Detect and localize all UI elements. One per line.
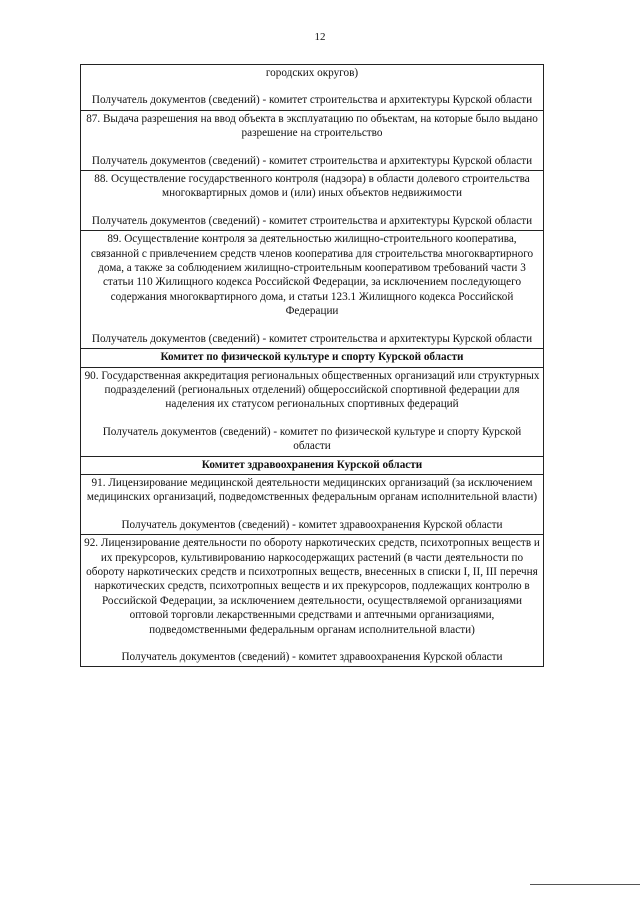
section-header: Комитет по физической культуре и спорту Курской области xyxy=(81,349,544,367)
scan-edge-line xyxy=(530,884,640,885)
recipient-text: Получатель документов (сведений) - комитет здравоохранения Курской области xyxy=(121,518,503,531)
table-cell xyxy=(81,231,544,349)
recipient-text: Получатель документов (сведений) - комитет здравоохранения Курской области xyxy=(121,651,503,663)
service-text: 89. Осуществление контроля за деятельностью жилищно-строительного кооператива, связанной с привлечением средств членов кооператива для строительства многоквартирного дома, а также за соблюдением жилищно-строительным кооперативом требований части 3 статьи 110 Жилищного кодекса Российской Федерации, за исключением последующего содержания многоквартирного дома, и статьи 123.1 Жилищного кодекса Российской Федерации xyxy=(90,233,534,318)
table-row xyxy=(81,349,544,367)
recipient-text: Получатель документов (сведений) - комитет строительства и архитектуры Курской области xyxy=(91,214,533,227)
recipient-text: Получатель документов (сведений) - комитет строительства и архитектуры Курской области xyxy=(91,332,533,345)
recipient-text: Получатель документов (сведений) - комитет строительства и архитектуры Курской области xyxy=(91,154,533,167)
table-cell xyxy=(81,171,544,231)
service-text: 87. Выдача разрешения на ввод объекта в эксплуатацию по объектам, на которые было выдано разрешение на строительство xyxy=(86,112,538,140)
recipient-text: Получатель документов (сведений) - комитет по физической культуре и спорту Курской области xyxy=(102,425,522,453)
table-row xyxy=(81,367,544,456)
table-row xyxy=(81,110,544,170)
table-cell xyxy=(81,110,544,170)
table-cell xyxy=(81,65,544,111)
table-row xyxy=(81,171,544,231)
table-cell xyxy=(81,367,544,456)
recipient-text: Получатель документов (сведений) - комитет строительства и архитектуры Курской области xyxy=(91,94,533,107)
table-cell xyxy=(81,535,544,667)
section-header: Комитет здравоохранения Курской области xyxy=(81,456,544,474)
table-cell xyxy=(81,474,544,534)
table-row xyxy=(81,65,544,111)
service-text: 92. Лицензирование деятельности по обороту наркотических средств, психотропных веществ и их прекурсоров, культивированию наркосодержащих растений (в части деятельности по обороту наркотических средств и психотропных веществ, внесенных в списки I, II, III перечня наркотических средств, психотропных веществ и их прекурсоров, подлежащих контролю в Российской Федерации, за исключением деятельности, осуществляемой организациями оптовой торговли лекарственными средствами и аптечными организациями, подведомственными федеральным органам исполнительной власти) xyxy=(84,537,540,636)
services-table xyxy=(80,64,544,667)
table-row xyxy=(81,535,544,667)
table-row xyxy=(81,231,544,349)
page-number: 12 xyxy=(314,31,326,43)
service-text: 91. Лицензирование медицинской деятельности медицинских организаций (за исключением медицинских организаций, подведомственных федеральным органам исполнительной власти) xyxy=(86,476,538,504)
service-text: 90. Государственная аккредитация региональных общественных организаций или структурных подразделений (региональных отделений) общероссийской спортивной федерации для наделения их статусом региональных спортивных федераций xyxy=(84,369,540,411)
service-text: 88. Осуществление государственного контроля (надзора) в области долевого строительства многоквартирных домов и (или) иных объектов недвижимости xyxy=(94,173,530,200)
service-text: городских округов) xyxy=(265,67,359,79)
table-row xyxy=(81,456,544,474)
table-row xyxy=(81,474,544,534)
